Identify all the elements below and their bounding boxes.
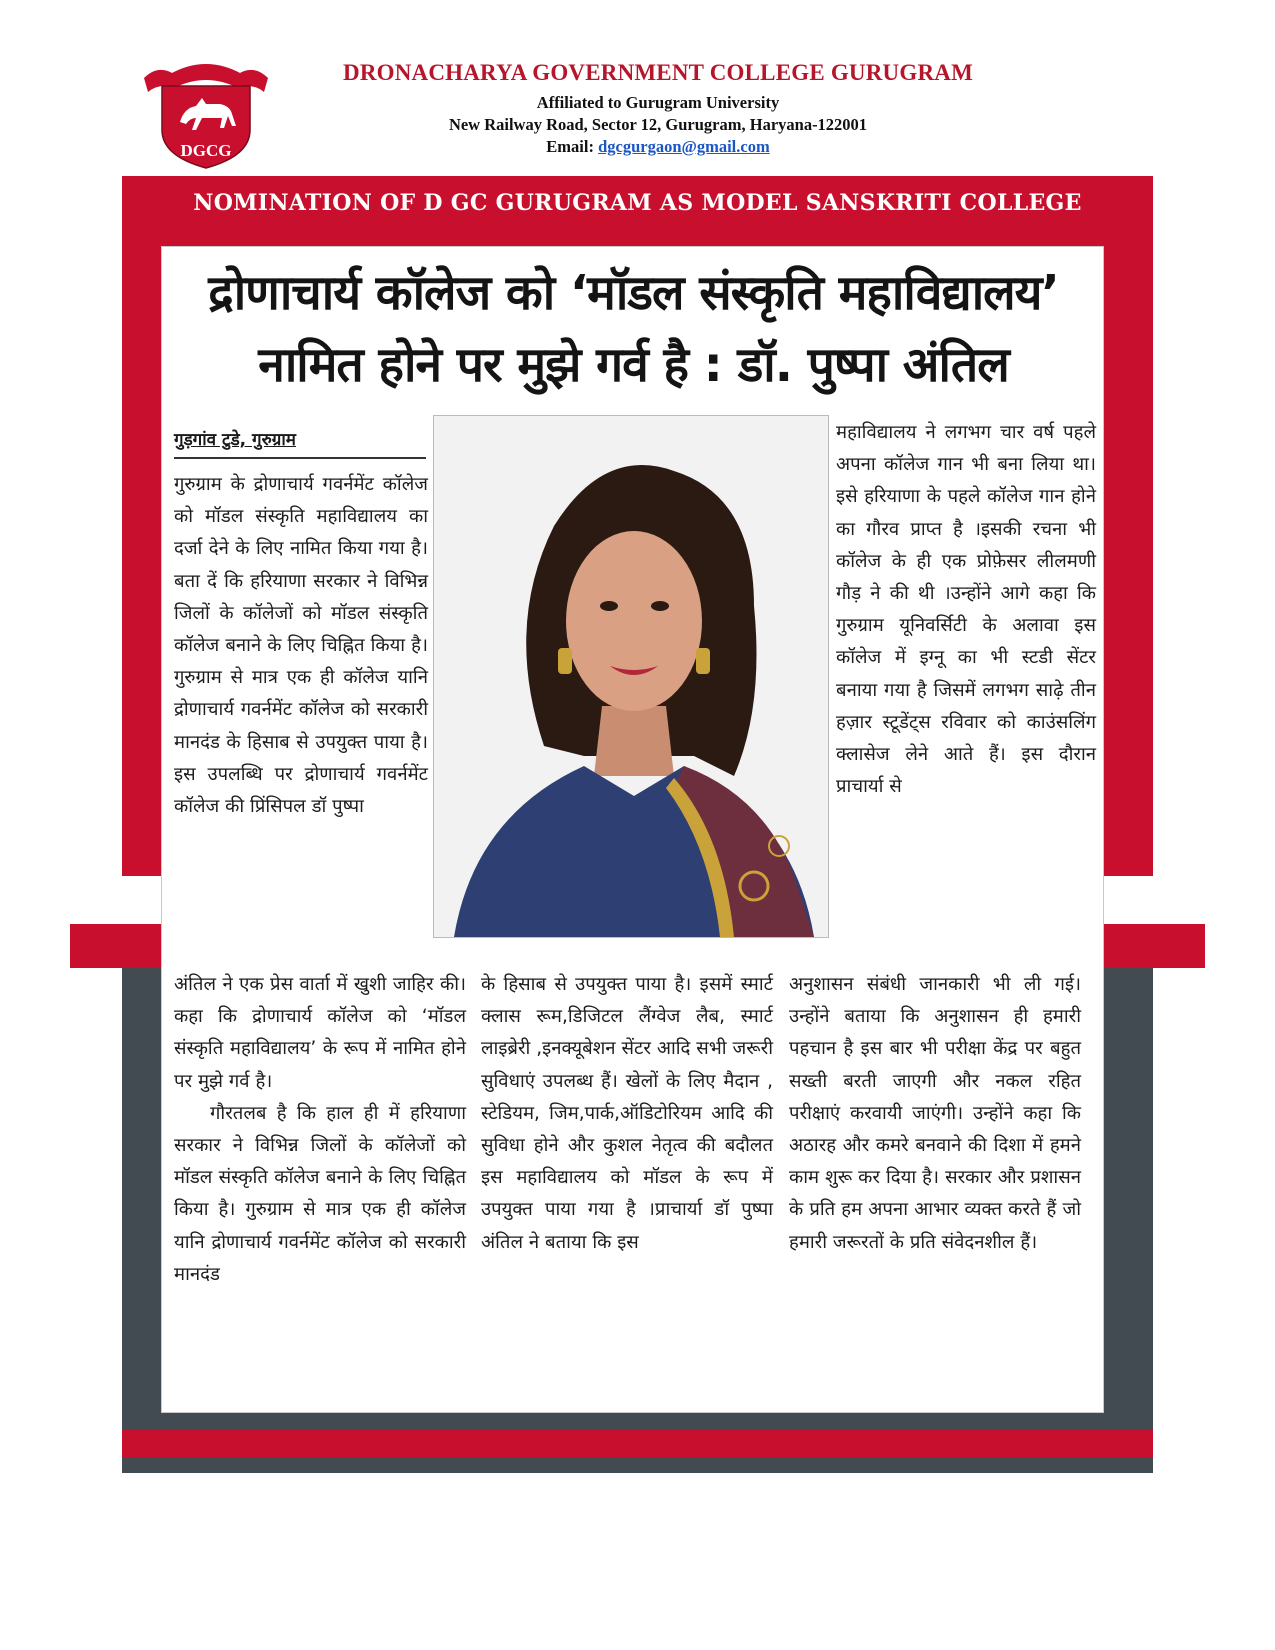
red-bottom-strip (122, 1430, 1153, 1458)
college-logo (140, 52, 272, 170)
article-column-3-bottom: अनुशासन संबंधी जानकारी भी ली गई। उन्होंने बताया कि अनुशासन ही हमारी पहचान है इस बार भी परीक्षा केंद्र पर बहुत सख्ती बरती जाएगी और नकल रहित परीक्षाएं करवायी जाएंगी। उन्होंने कहा कि अठारह और कमरे बनवाने की दिशा में हमने काम शुरू कर दिया है। सरकार और प्रशासन के प्रति हम अपना आभार व्यक्त करते हैं जो हमारी जरूरतों के प्रति संवेदनशील हैं। (789, 974, 1081, 1253)
byline (174, 427, 426, 459)
newspaper-clipping (161, 246, 1104, 1413)
byline-text: गुड़गांव टुडे, गुरुग्राम (174, 430, 296, 450)
portrait-photo (433, 415, 829, 938)
logo-text: DGCG (180, 141, 232, 160)
article-column-3-top: महाविद्यालय ने लगभग चार वर्ष पहले अपना कॉलेज गान भी बना लिया था। इसे हरियाणा के पहले कॉलेज गान होने का गौरव प्राप्त है ।इसकी रचना भी कॉलेज के ही एक प्रोफ़ेसर लीलमणी गौड़ ने की थी ।उन्होंने आगे कहा कि गुरुग्राम यूनिवर्सिटी के अलावा इस कॉलेज में इग्नू का भी स्टडी सेंटर बनाया गया है जिसमें लगभग साढ़े तीन हज़ार स्टूडेंट्स रविवार को काउंसलिंग क्लासेज लेने आते हैं। इस दौरान प्राचार्या से (836, 422, 1096, 798)
banner-title: NOMINATION OF D GC GURUGRAM AS MODEL SANSKRITI COLLEGE (193, 190, 1082, 216)
address-text: New Railway Road, Sector 12, Gurugram, Haryana-122001 (448, 115, 868, 134)
email-label: Email: (546, 137, 594, 156)
email-link[interactable]: dgcgurgaon@gmail.com (598, 137, 770, 156)
email-line (300, 137, 1016, 157)
headline-line-2: नामित होने पर मुझे गर्व है : डॉ. पुष्पा अंतिल (258, 337, 1009, 393)
paragraph: गौरतलब है कि हाल ही में हरियाणा सरकार ने विभिन्न जिलों के कॉलेजों को मॉडल संस्कृति कॉलेज बनाने के लिए चिह्नित किया है। गुरुग्राम से मात्र एक ही कॉलेज यानि द्रोणाचार्य गवर्नमेंट कॉलेज को सरकारी मानदंड (174, 1102, 466, 1285)
affiliation-text: Affiliated to Gurugram University (536, 93, 780, 112)
paragraph: अंतिल ने एक प्रेस वार्ता में खुशी जाहिर की। कहा कि द्रोणाचार्य कॉलेज को ‘मॉडल संस्कृति महाविद्यालय’ के रूप में नामित होने पर मुझे गर्व है। (174, 974, 466, 1092)
college-name: DRONACHARYA GOVERNMENT COLLEGE GURUGRAM (343, 60, 973, 85)
article-column-1-bottom (174, 969, 466, 1291)
article-column-2-bottom: के हिसाब से उपयुक्त पाया है। इसमें स्मार्ट क्लास रूम,डिजिटल लैंग्वेज लैब, स्मार्ट लाइब्रेरी ,इनक्यूबेशन सेंटर आदि सभी जरूरी सुविधाएं उपलब्ध हैं। खेलों के लिए मैदान , स्टेडियम, जिम,पार्क,ऑडिटोरियम आदि की सुविधा होने और कुशल नेतृत्व की बदौलत इस महाविद्यालय को मॉडल के रूप में उपयुक्त पाया गया है ।प्राचार्या डॉ पुष्पा अंतिल ने बताया कि इस (481, 974, 773, 1253)
headline-line-1: द्रोणाचार्य कॉलेज को ‘मॉडल संस्कृति महाविद्यालय’ (208, 265, 1059, 321)
article-column-1-top: गुरुग्राम के द्रोणाचार्य गवर्नमेंट कॉलेज को मॉडल संस्कृति महाविद्यालय का दर्जा देने के लिए नामित किया गया है। बता दें कि हरियाणा सरकार ने विभिन्न जिलों के कॉलेजों को मॉडल संस्कृति कॉलेज बनाने के लिए चिह्नित किया है। गुरुग्राम से मात्र एक ही कॉलेज यानि द्रोणाचार्य गवर्नमेंट कॉलेज को सरकारी मानदंड के हिसाब से उपयुक्त पाया है। इस उपलब्धि पर द्रोणाचार्य गवर्नमेंट कॉलेज की प्रिंसिपल डॉ पुष्पा (174, 474, 428, 818)
dark-bottom-strip (122, 1458, 1153, 1473)
